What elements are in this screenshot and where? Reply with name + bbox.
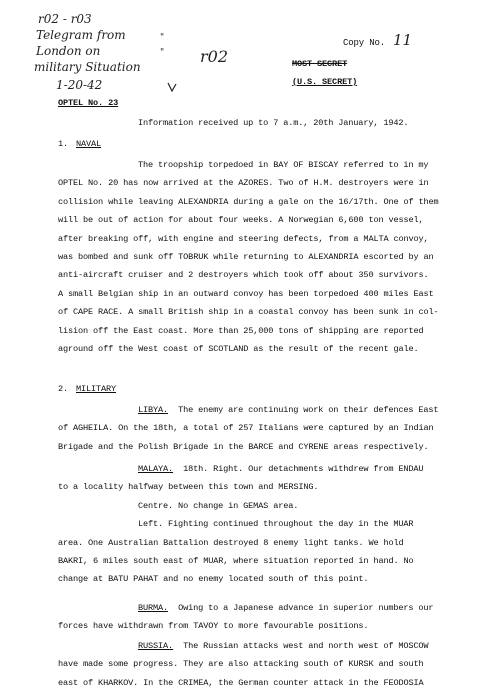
burma-first-line — [58, 599, 463, 617]
info-line: Information received up to 7 a.m., 20th January, 1942. — [138, 118, 409, 128]
naval-line: aground off the West coast of SCOTLAND as the result of the recent gale. — [58, 343, 419, 354]
naval-line: A small Belgian ship in an outward convoy has been torpedoed 400 miles East — [58, 288, 434, 299]
section-2-title: MILITARY — [76, 384, 117, 394]
handwritten-reference: r02 - r03 — [38, 12, 92, 26]
left-line: area. One Australian Battalion destroyed 8 enemy light tanks. We hold — [58, 537, 404, 548]
left-line: change at BATU PAHAT and no enemy located south of this point. — [58, 574, 369, 585]
copy-number: 11 — [393, 31, 413, 49]
naval-line: OPTEL No. 20 has now arrived at the AZORES. Two of H.M. destroyers were in — [58, 178, 429, 189]
burma-heading: BURMA. — [138, 603, 169, 613]
handwritten-note-line-1: Telegram from — [36, 28, 126, 42]
section-1-title: NAVAL — [76, 139, 102, 149]
handwritten-note-line-2: London on — [36, 44, 101, 58]
section-2-number: 2. — [58, 384, 69, 394]
burma-text: Owing to a Japanese advance in superior numbers our — [178, 603, 434, 613]
handwritten-tick-a: " — [160, 33, 165, 43]
classification-original: MOST SECRET — [292, 59, 348, 69]
libya-heading: LIBYA. — [138, 405, 169, 415]
malaya-heading: MALAYA. — [138, 464, 174, 474]
malaya-paragraph — [58, 460, 463, 589]
libya-paragraph — [58, 401, 463, 456]
centre-line: Centre. No change in GEMAS area. — [138, 500, 299, 511]
russia-first-line — [58, 637, 463, 655]
naval-line: was bombed and sunk off TOBRUK while returning to ALEXANDRIA escorted by an — [58, 251, 434, 262]
libya-line: of AGHEILA. On the 18th, a total of 257 Italians were captured by an Indian — [58, 423, 434, 434]
left-line: Left. Fighting continued throughout the day in the MUAR — [138, 519, 414, 530]
russia-line: have made some progress. They are also attacking south of KURSK and south — [58, 659, 424, 670]
russia-paragraph — [58, 637, 463, 692]
handwritten-mark-icon — [166, 80, 178, 98]
naval-paragraph — [58, 156, 463, 358]
libya-text: The enemy are continuing work on their defences East — [178, 405, 439, 415]
naval-line: anti-aircraft cruiser and 2 destroyers which took off about 350 survivors. — [58, 270, 429, 281]
optel-reference: OPTEL No. 23 — [58, 98, 119, 108]
copy-label: Copy No. — [343, 38, 386, 48]
handwritten-r02-mark: r02 — [200, 47, 229, 66]
naval-line: will be out of action for about four weeks. A Norwegian 6,600 ton vessel, — [58, 215, 424, 226]
naval-line: lision off the East coast. More than 25,000 tons of shipping are reported — [58, 325, 424, 336]
russia-line: east of KHARKOV. In the CRIMEA, the German counter attack in the FEODOSIA — [58, 677, 424, 688]
classification-us: (U.S. SECRET) — [292, 77, 358, 87]
naval-line: of CAPE RACE. A small British ship in a coastal convoy has been sunk in col- — [58, 307, 439, 318]
burma-line: forces have withdrawn from TAVOY to more favourable positions. — [58, 621, 369, 632]
libya-first-line — [58, 401, 463, 419]
handwritten-tick-b: " — [160, 48, 165, 58]
malaya-text: 18th. Right. Our detachments withdrew from ENDAU — [183, 464, 424, 474]
malaya-line: to a locality halfway between this town and MERSING. — [58, 482, 319, 493]
naval-line: after breaking off, with engine and steering defects, from a MALTA convoy, — [58, 233, 429, 244]
section-1-number: 1. — [58, 139, 69, 149]
naval-line: The troopship torpedoed in BAY OF BISCAY referred to in my — [138, 160, 429, 170]
handwritten-date: 1-20-42 — [56, 78, 103, 92]
handwritten-note-line-3: military Situation — [34, 60, 141, 74]
naval-line: collision while leaving ALEXANDRIA during a gale on the 16/17th. One of them — [58, 196, 439, 207]
burma-paragraph — [58, 599, 463, 636]
left-line: BAKRI, 6 miles south east of MUAR, where situation reported in hand. No — [58, 555, 414, 566]
malaya-first-line — [58, 460, 463, 478]
russia-text: The Russian attacks west and north west of MOSCOW — [183, 641, 429, 651]
russia-heading: RUSSIA. — [138, 641, 174, 651]
libya-line: Brigade and the Polish Brigade in the BARCE and CYRENE areas respectively. — [58, 441, 429, 452]
